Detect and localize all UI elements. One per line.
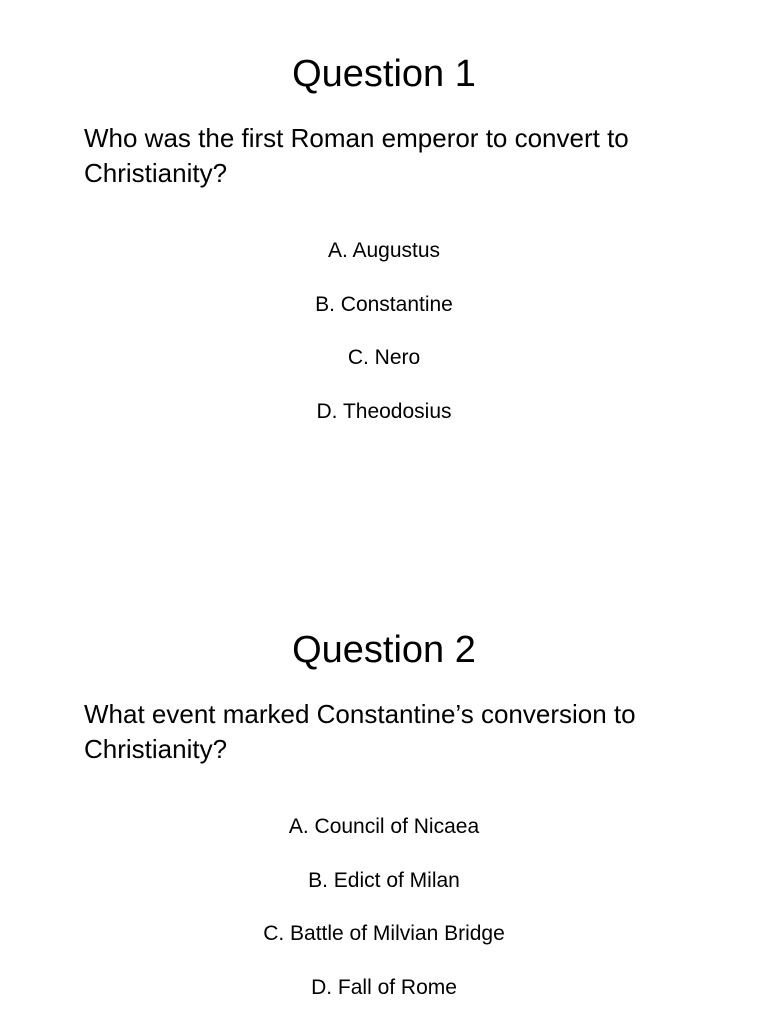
answer-option-a: A. Augustus xyxy=(327,239,441,262)
answer-option-c: C. Battle of Milvian Bridge xyxy=(263,922,505,946)
answer-options xyxy=(0,809,768,1023)
question-text: Who was the first Roman emperor to convert to Christianity? xyxy=(84,123,629,188)
answer-option-a: A. Council of Nicaea xyxy=(288,815,480,838)
answer-option-c: C. Nero xyxy=(347,346,421,370)
answer-option-d: D. Theodosius xyxy=(316,399,452,423)
answer-option-d: D. Fall of Rome xyxy=(311,975,457,999)
answer-option-b: B. Edict of Milan xyxy=(308,868,460,892)
question-slide-2 xyxy=(0,576,768,1024)
question-title: Question 2 xyxy=(292,629,476,671)
question-title: Question 1 xyxy=(292,53,476,95)
answer-options xyxy=(0,233,768,447)
answer-option-b: B. Constantine xyxy=(315,292,453,316)
question-text: What event marked Constantine’s conversion to Christianity? xyxy=(84,699,636,764)
